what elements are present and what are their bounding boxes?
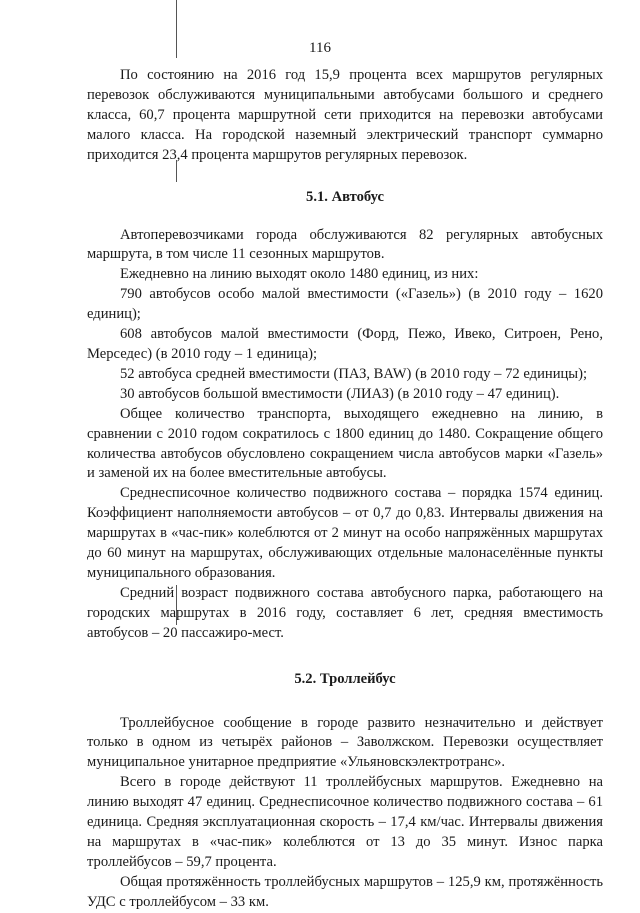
intro-paragraph: По состоянию на 2016 год 15,9 процента всех маршрутов регулярных перевозок обслуживаются муниципальными автобусами большого и среднего класса, 60,7 процента маршрутной сети приходится на перевозки автобусами малого класса. На городской наземный электрический транспорт суммарно приходится 23,4 процента маршрутов регулярных перевозок.: [87, 67, 603, 163]
bus-paragraph: Средний возраст подвижного состава автобусного парка, работающего на городских маршрутах в 2016 году, составляет 6 лет, средняя вместимость автобусов – 20 пассажиро-мест.: [87, 584, 603, 641]
section-heading-bus: 5.1. Автобус: [306, 188, 384, 205]
document-body: [87, 66, 603, 913]
bus-list-item: 790 автобусов особо малой вместимости («Газель») (в 2010 году – 1620 единиц);: [87, 286, 603, 323]
bus-list-item: 52 автобуса средней вместимости (ПАЗ, BAW) (в 2010 году – 72 единицы);: [120, 365, 588, 382]
bus-paragraph: Ежедневно на линию выходят около 1480 единиц, из них:: [120, 266, 479, 283]
bus-list-item: 30 автобусов большой вместимости (ЛИАЗ) (в 2010 году – 47 единиц).: [120, 385, 560, 402]
page-number: 116: [309, 40, 331, 56]
bus-paragraph: Среднесписочное количество подвижного состава – порядка 1574 единиц. Коэффициент наполняемости автобусов – от 0,7 до 0,83. Интервалы движения на маршрутах в «час-пик» колеблются от 2 минут на особо напряжённых маршрутах до 60 минут на маршрутах, обслуживающих отдельные малонаселённые пункты муниципального образования.: [87, 485, 603, 581]
bus-list-item: 608 автобусов малой вместимости (Форд, Пежо, Ивеко, Ситроен, Рено, Мерседес) (в 2010 году – 1 единица);: [87, 326, 603, 362]
section-heading-trolleybus: 5.2. Троллейбус: [294, 670, 396, 687]
bus-paragraph: Общее количество транспорта, выходящего ежедневно на линию, в сравнении с 2010 годом сократилось с 1800 единиц до 1480. Сокращение общего количества автобусов обусловлено сокращением числа автобусов марки «Газель» и заменой их на более вместительные автобусы.: [87, 405, 603, 482]
bus-paragraph: Автоперевозчиками города обслуживаются 82 регулярных автобусных маршрута, в том числе 11 сезонных маршрутов.: [87, 226, 603, 263]
trolleybus-paragraph: Общая протяжённость троллейбусных маршрутов – 125,9 км, протяжённость УДС с троллейбусом – 33 км.: [87, 873, 603, 910]
trolleybus-paragraph: Всего в городе действуют 11 троллейбусных маршрутов. Ежедневно на линию выходят 47 единиц. Среднесписочное количество подвижного состава – 61 единица. Средняя эксплуатационная скорость – 17,4 км/час. Интервалы движения на маршрутах в «час-пик» колеблются от 13 до 35 минут. Износ парка троллейбусов – 59,7 процента.: [87, 774, 603, 870]
trolleybus-paragraph: Троллейбусное сообщение в городе развито незначительно и действует только в одном из четырёх районов – Заволжском. Перевозки осуществляет муниципальное унитарное предприятие «Ульяновскэлектротранс».: [87, 714, 603, 771]
